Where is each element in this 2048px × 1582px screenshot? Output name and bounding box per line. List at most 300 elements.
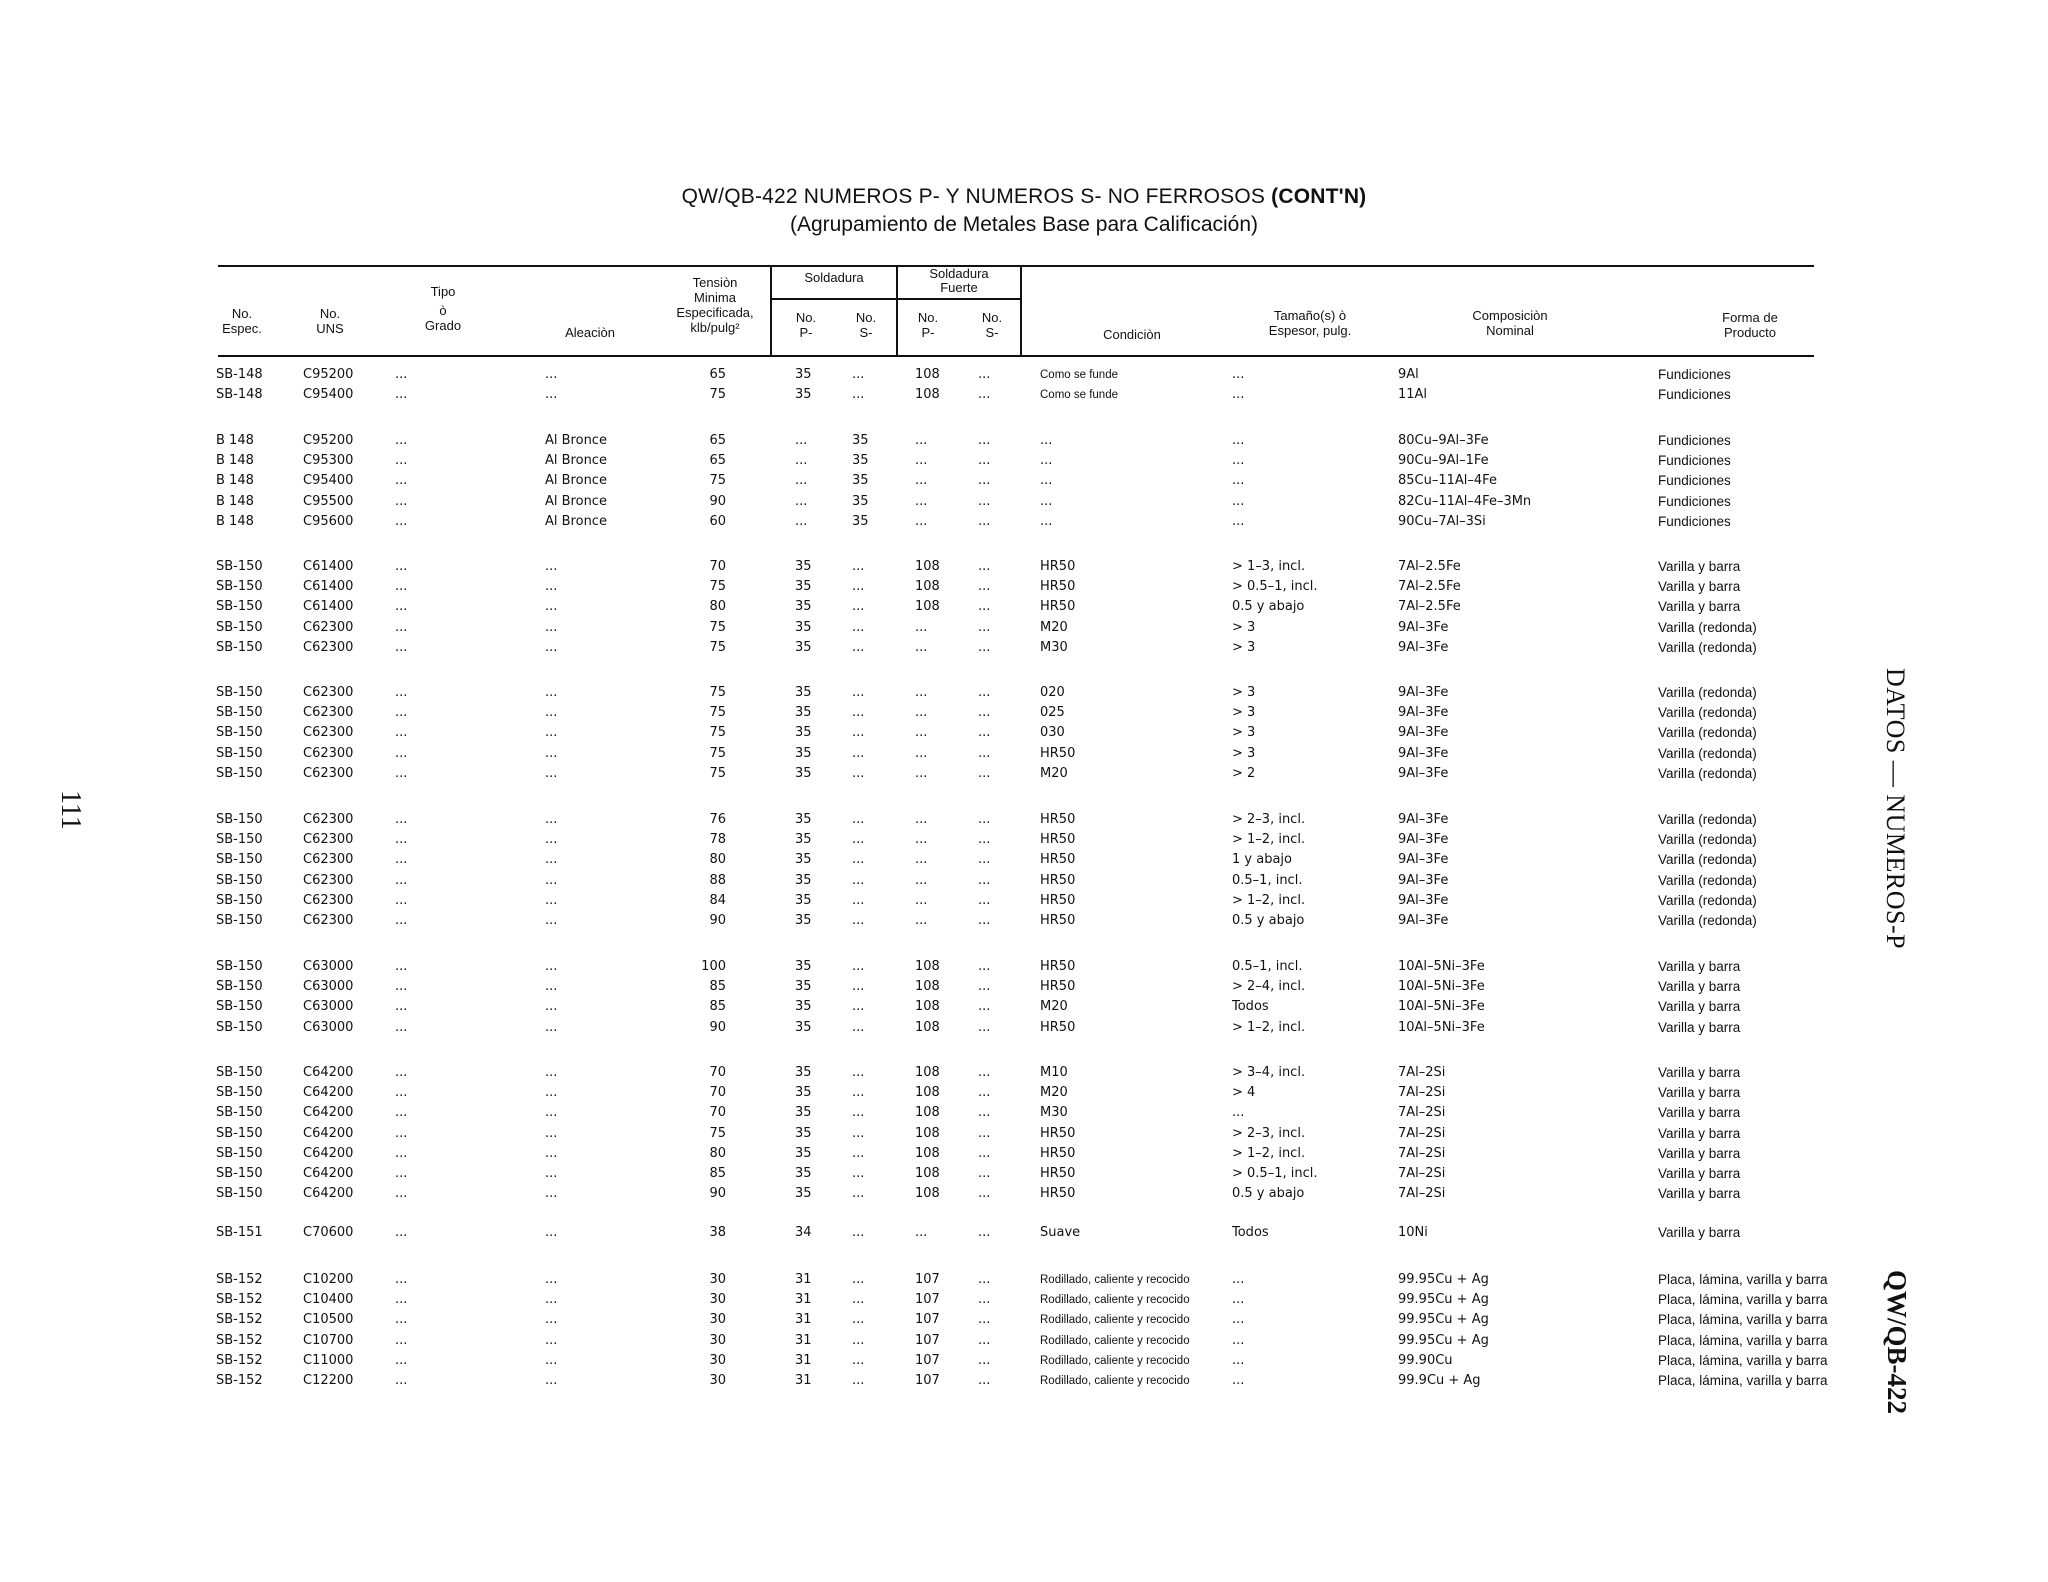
cell-tension: 60 <box>709 513 726 529</box>
cell-bp-no: 107 <box>915 1272 940 1287</box>
cell-forma: Placa, lámina, varilla y barra <box>1658 1332 1828 1348</box>
cell-condicion: M20 <box>1040 999 1068 1015</box>
cell-s-no: ... <box>852 959 865 974</box>
cell-composicion: 90Cu–9Al–1Fe <box>1398 453 1489 469</box>
cell-aleacion: ... <box>545 639 558 655</box>
cell-uns: C61400 <box>303 599 354 615</box>
cell-s-no: ... <box>852 979 865 995</box>
cell-bs-no: ... <box>978 832 991 848</box>
cell-aleacion: ... <box>545 852 558 868</box>
cell-condicion: HR50 <box>1040 745 1076 761</box>
cell-uns: C63000 <box>303 979 354 995</box>
cell-forma: Varilla y barra <box>1658 979 1741 995</box>
cell-bp-no: ... <box>915 892 928 908</box>
cell-tension: 75 <box>709 685 726 700</box>
cell-spec: SB-150 <box>216 913 263 928</box>
header-tamano: Tamaño(s) ò Espesor, pulg. <box>1268 308 1352 338</box>
cell-s-no: ... <box>852 1272 865 1287</box>
cell-forma: Varilla (redonda) <box>1658 872 1757 888</box>
cell-tension: 30 <box>709 1272 726 1287</box>
cell-s-no: ... <box>852 1352 865 1368</box>
cell-p-no: 34 <box>795 1225 812 1240</box>
cell-aleacion: ... <box>545 725 558 741</box>
cell-spec: SB-150 <box>216 1125 263 1141</box>
cell-condicion: Rodillado, caliente y recocido <box>1040 1334 1190 1347</box>
cell-uns: C64200 <box>303 1105 354 1121</box>
cell-bp-no: ... <box>915 473 928 489</box>
cell-uns: C62300 <box>303 745 354 761</box>
cell-s-no: ... <box>852 1019 865 1035</box>
cell-tamano: > 3 <box>1232 619 1256 635</box>
cell-s-no: ... <box>852 913 865 928</box>
cell-forma: Varilla y barra <box>1658 1019 1741 1035</box>
cell-tipo: ... <box>395 453 408 469</box>
header-composicion: Composiciòn Nominal <box>1472 308 1548 338</box>
cell-bs-no: ... <box>978 1225 991 1240</box>
cell-uns: C62300 <box>303 725 354 741</box>
cell-tamano: 1 y abajo <box>1232 852 1292 868</box>
cell-composicion: 9Al–3Fe <box>1398 892 1449 908</box>
cell-forma: Fundiciones <box>1658 433 1731 448</box>
cell-tipo: ... <box>395 852 408 868</box>
cell-composicion: 10Al–5Ni–3Fe <box>1398 979 1485 995</box>
cell-bp-no: ... <box>915 513 928 529</box>
cell-aleacion: Al Bronce <box>545 513 607 529</box>
cell-bp-no: ... <box>915 685 928 700</box>
cell-bs-no: ... <box>978 1352 991 1368</box>
cell-p-no: 35 <box>795 559 812 574</box>
header-bp-no: No. P- <box>917 310 939 340</box>
cell-tipo: ... <box>395 1186 408 1202</box>
cell-s-no: ... <box>852 1065 865 1080</box>
cell-aleacion: Al Bronce <box>545 433 607 448</box>
cell-bp-no: 108 <box>915 1019 940 1035</box>
cell-aleacion: ... <box>545 367 558 382</box>
cell-p-no: 31 <box>795 1352 812 1368</box>
cell-composicion: 99.95Cu + Ag <box>1398 1332 1489 1348</box>
cell-aleacion: Al Bronce <box>545 473 607 489</box>
cell-composicion: 7Al–2.5Fe <box>1398 579 1461 595</box>
cell-p-no: 31 <box>795 1332 812 1348</box>
cell-forma: Placa, lámina, varilla y barra <box>1658 1352 1828 1368</box>
cell-tipo: ... <box>395 1225 408 1240</box>
cell-condicion: Rodillado, caliente y recocido <box>1040 1354 1190 1367</box>
cell-tension: 80 <box>709 852 726 868</box>
cell-condicion: M20 <box>1040 1085 1068 1101</box>
cell-bs-no: ... <box>978 979 991 995</box>
cell-p-no: 35 <box>795 619 812 635</box>
cell-tension: 65 <box>709 453 726 469</box>
cell-bs-no: ... <box>978 1186 991 1202</box>
cell-tipo: ... <box>395 559 408 574</box>
cell-bs-no: ... <box>978 685 991 700</box>
cell-tamano: > 2–4, incl. <box>1232 979 1306 995</box>
cell-uns: C95500 <box>303 493 354 509</box>
cell-tipo: ... <box>395 1292 408 1308</box>
cell-tipo: ... <box>395 1065 408 1080</box>
cell-tamano: 0.5 y abajo <box>1232 599 1305 615</box>
header-condicion: Condiciòn <box>1103 327 1161 342</box>
page-title <box>0 185 2048 209</box>
cell-forma: Fundiciones <box>1658 367 1731 382</box>
cell-s-no: ... <box>852 872 865 888</box>
cell-bp-no: 108 <box>915 1145 940 1161</box>
cell-spec: SB-150 <box>216 765 263 781</box>
cell-composicion: 7Al–2Si <box>1398 1145 1446 1161</box>
cell-bs-no: ... <box>978 812 991 827</box>
cell-uns: C62300 <box>303 872 354 888</box>
cell-s-no: ... <box>852 559 865 574</box>
cell-forma: Varilla (redonda) <box>1658 913 1757 928</box>
cell-p-no: ... <box>795 473 808 489</box>
cell-bp-no: 108 <box>915 387 940 403</box>
cell-condicion: HR50 <box>1040 832 1076 848</box>
soldadura-rule <box>770 298 1020 300</box>
cell-s-no: ... <box>852 1085 865 1101</box>
cell-spec: SB-150 <box>216 1166 263 1181</box>
cell-tipo: ... <box>395 513 408 529</box>
cell-spec: B 148 <box>216 473 254 489</box>
cell-p-no: 35 <box>795 999 812 1015</box>
cell-s-no: 35 <box>852 493 869 509</box>
cell-uns: C64200 <box>303 1065 354 1080</box>
cell-tension: 75 <box>709 725 726 741</box>
cell-composicion: 82Cu–11Al–4Fe–3Mn <box>1398 493 1532 509</box>
cell-composicion: 9Al–3Fe <box>1398 852 1449 868</box>
cell-tamano: ... <box>1232 1292 1245 1308</box>
cell-tamano: > 3 <box>1232 725 1256 741</box>
cell-forma: Varilla y barra <box>1658 1225 1741 1240</box>
cell-tension: 75 <box>709 1125 726 1141</box>
cell-aleacion: ... <box>545 812 558 827</box>
cell-s-no: ... <box>852 1225 865 1240</box>
cell-spec: SB-150 <box>216 1145 263 1161</box>
cell-tension: 85 <box>709 1166 726 1181</box>
cell-bs-no: ... <box>978 639 991 655</box>
cell-p-no: 35 <box>795 812 812 827</box>
cell-bs-no: ... <box>978 1019 991 1035</box>
cell-tension: 30 <box>709 1352 726 1368</box>
cell-p-no: 35 <box>795 387 812 403</box>
cell-p-no: 35 <box>795 685 812 700</box>
cell-bp-no: ... <box>915 745 928 761</box>
cell-s-no: ... <box>852 1292 865 1308</box>
cell-tamano: ... <box>1232 1332 1245 1348</box>
cell-condicion: Rodillado, caliente y recocido <box>1040 1314 1190 1327</box>
cell-spec: SB-150 <box>216 1186 263 1202</box>
cell-p-no: 35 <box>795 1019 812 1035</box>
cell-forma: Varilla y barra <box>1658 999 1741 1015</box>
cell-p-no: 35 <box>795 1065 812 1080</box>
cell-spec: SB-150 <box>216 999 263 1015</box>
cell-s-no: ... <box>852 852 865 868</box>
cell-aleacion: ... <box>545 1352 558 1368</box>
cell-p-no: 35 <box>795 852 812 868</box>
cell-forma: Varilla (redonda) <box>1658 852 1757 868</box>
cell-tipo: ... <box>395 433 408 448</box>
cell-spec: SB-150 <box>216 959 263 974</box>
cell-forma: Varilla y barra <box>1658 1085 1741 1101</box>
cell-composicion: 85Cu–11Al–4Fe <box>1398 473 1497 489</box>
cell-composicion: 9Al–3Fe <box>1398 619 1449 635</box>
cell-condicion: Como se funde <box>1040 389 1118 402</box>
cell-tension: 76 <box>709 812 726 827</box>
cell-bp-no: ... <box>915 705 928 721</box>
cell-p-no: 35 <box>795 745 812 761</box>
cell-bs-no: ... <box>978 959 991 974</box>
cell-p-no: ... <box>795 493 808 509</box>
cell-tipo: ... <box>395 979 408 995</box>
cell-forma: Varilla (redonda) <box>1658 832 1757 848</box>
cell-aleacion: ... <box>545 619 558 635</box>
cell-tamano: ... <box>1232 433 1245 448</box>
cell-bs-no: ... <box>978 913 991 928</box>
cell-spec: SB-150 <box>216 685 263 700</box>
cell-tension: 70 <box>709 1085 726 1101</box>
cell-composicion: 7Al–2Si <box>1398 1105 1446 1121</box>
cell-composicion: 9Al–3Fe <box>1398 832 1449 848</box>
cell-bs-no: ... <box>978 999 991 1015</box>
cell-forma: Varilla (redonda) <box>1658 812 1757 827</box>
cell-s-no: ... <box>852 745 865 761</box>
cell-spec: SB-150 <box>216 639 263 655</box>
cell-tension: 78 <box>709 832 726 848</box>
cell-aleacion: ... <box>545 705 558 721</box>
cell-tamano: > 0.5–1, incl. <box>1232 579 1318 595</box>
header-uns: No. UNS <box>316 306 344 336</box>
cell-uns: C10700 <box>303 1332 354 1348</box>
cell-bs-no: ... <box>978 619 991 635</box>
cell-bp-no: 108 <box>915 1085 940 1101</box>
cell-spec: B 148 <box>216 453 254 469</box>
cell-s-no: ... <box>852 1166 865 1181</box>
cell-composicion: 9Al–3Fe <box>1398 745 1449 761</box>
cell-bs-no: ... <box>978 433 991 448</box>
cell-tension: 90 <box>709 913 726 928</box>
cell-tipo: ... <box>395 599 408 615</box>
cell-bp-no: 108 <box>915 599 940 615</box>
header-p-no: No. P- <box>795 310 817 340</box>
cell-uns: C64200 <box>303 1125 354 1141</box>
cell-s-no: ... <box>852 1186 865 1202</box>
cell-tension: 30 <box>709 1292 726 1308</box>
cell-bs-no: ... <box>978 705 991 721</box>
cell-condicion: ... <box>1040 433 1053 448</box>
cell-forma: Varilla (redonda) <box>1658 619 1757 635</box>
cell-bp-no: ... <box>915 725 928 741</box>
cell-tension: 100 <box>701 959 726 974</box>
cell-tipo: ... <box>395 1312 408 1328</box>
cell-spec: SB-150 <box>216 979 263 995</box>
cell-condicion: HR50 <box>1040 599 1076 615</box>
cell-p-no: 35 <box>795 979 812 995</box>
cell-uns: C63000 <box>303 1019 354 1035</box>
cell-p-no: 35 <box>795 1186 812 1202</box>
cell-tipo: ... <box>395 1352 408 1368</box>
cell-spec: SB-150 <box>216 1085 263 1101</box>
cell-s-no: 35 <box>852 513 869 529</box>
cell-s-no: ... <box>852 639 865 655</box>
cell-composicion: 7Al–2.5Fe <box>1398 559 1461 574</box>
header-tipo: Tipo ò Grado <box>424 284 462 333</box>
cell-s-no: ... <box>852 685 865 700</box>
cell-p-no: 31 <box>795 1373 812 1388</box>
cell-tension: 80 <box>709 599 726 615</box>
cell-tipo: ... <box>395 1373 408 1388</box>
cell-bp-no: 108 <box>915 579 940 595</box>
cell-bp-no: 108 <box>915 1105 940 1121</box>
cell-tension: 75 <box>709 639 726 655</box>
cell-tamano: 0.5 y abajo <box>1232 1186 1305 1202</box>
cell-condicion: M30 <box>1040 1105 1068 1121</box>
cell-tension: 75 <box>709 473 726 489</box>
cell-uns: C95300 <box>303 453 354 469</box>
cell-aleacion: ... <box>545 387 558 403</box>
cell-tension: 85 <box>709 999 726 1015</box>
cell-composicion: 9Al–3Fe <box>1398 872 1449 888</box>
cell-tamano: > 1–2, incl. <box>1232 892 1306 908</box>
cell-uns: C62300 <box>303 619 354 635</box>
cell-forma: Varilla (redonda) <box>1658 892 1757 908</box>
cell-s-no: ... <box>852 999 865 1015</box>
cell-uns: C61400 <box>303 559 354 574</box>
cell-s-no: ... <box>852 619 865 635</box>
cell-uns: C95600 <box>303 513 354 529</box>
cell-tamano: 0.5–1, incl. <box>1232 959 1303 974</box>
cell-aleacion: ... <box>545 1019 558 1035</box>
cell-aleacion: ... <box>545 959 558 974</box>
cell-condicion: M20 <box>1040 765 1068 781</box>
cell-tamano: > 1–3, incl. <box>1232 559 1306 574</box>
cell-p-no: 31 <box>795 1292 812 1308</box>
cell-tamano: > 4 <box>1232 1085 1256 1101</box>
cell-composicion: 10Al–5Ni–3Fe <box>1398 959 1485 974</box>
cell-aleacion: ... <box>545 1145 558 1161</box>
cell-uns: C12200 <box>303 1373 354 1388</box>
cell-spec: SB-150 <box>216 619 263 635</box>
cell-forma: Placa, lámina, varilla y barra <box>1658 1272 1828 1287</box>
cell-bs-no: ... <box>978 745 991 761</box>
cell-composicion: 99.9Cu + Ag <box>1398 1373 1481 1388</box>
cell-bs-no: ... <box>978 852 991 868</box>
cell-condicion: HR50 <box>1040 812 1076 827</box>
cell-p-no: ... <box>795 453 808 469</box>
cell-s-no: ... <box>852 765 865 781</box>
cell-s-no: ... <box>852 892 865 908</box>
cell-tipo: ... <box>395 892 408 908</box>
cell-composicion: 90Cu–7Al–3Si <box>1398 513 1486 529</box>
cell-tamano: ... <box>1232 493 1245 509</box>
cell-composicion: 10Al–5Ni–3Fe <box>1398 999 1485 1015</box>
cell-forma: Varilla y barra <box>1658 1186 1741 1202</box>
cell-condicion: HR50 <box>1040 872 1076 888</box>
cell-bs-no: ... <box>978 765 991 781</box>
cell-uns: C95400 <box>303 387 354 403</box>
cell-condicion: Como se funde <box>1040 369 1118 381</box>
cell-aleacion: ... <box>545 979 558 995</box>
cell-bp-no: 108 <box>915 1125 940 1141</box>
cell-condicion: ... <box>1040 513 1053 529</box>
cell-s-no: ... <box>852 599 865 615</box>
cell-spec: SB-150 <box>216 599 263 615</box>
cell-p-no: 35 <box>795 367 812 382</box>
cell-composicion: 7Al–2Si <box>1398 1125 1446 1141</box>
cell-uns: C62300 <box>303 832 354 848</box>
cell-forma: Placa, lámina, varilla y barra <box>1658 1312 1828 1328</box>
cell-bs-no: ... <box>978 513 991 529</box>
cell-bp-no: 107 <box>915 1332 940 1348</box>
cell-uns: C62300 <box>303 913 354 928</box>
cell-uns: C62300 <box>303 685 354 700</box>
cell-forma: Varilla y barra <box>1658 959 1741 974</box>
cell-bs-no: ... <box>978 493 991 509</box>
cell-s-no: ... <box>852 579 865 595</box>
cell-composicion: 99.95Cu + Ag <box>1398 1312 1489 1328</box>
cell-tension: 70 <box>709 1065 726 1080</box>
cell-tamano: > 2–3, incl. <box>1232 812 1306 827</box>
cell-tension: 90 <box>709 493 726 509</box>
cell-spec: B 148 <box>216 433 254 448</box>
cell-uns: C63000 <box>303 959 354 974</box>
cell-tipo: ... <box>395 473 408 489</box>
cell-tipo: ... <box>395 1166 408 1181</box>
cell-spec: B 148 <box>216 493 254 509</box>
cell-aleacion: ... <box>545 1105 558 1121</box>
cell-spec: SB-150 <box>216 852 263 868</box>
cell-tipo: ... <box>395 1085 408 1101</box>
cell-s-no: 35 <box>852 453 869 469</box>
cell-forma: Varilla y barra <box>1658 579 1741 595</box>
cell-composicion: 7Al–2.5Fe <box>1398 599 1461 615</box>
cell-tamano: ... <box>1232 367 1245 382</box>
cell-p-no: 35 <box>795 725 812 741</box>
cell-aleacion: ... <box>545 1225 558 1240</box>
cell-bp-no: 107 <box>915 1312 940 1328</box>
cell-tamano: Todos <box>1232 1225 1269 1240</box>
cell-forma: Varilla y barra <box>1658 559 1741 574</box>
cell-p-no: 35 <box>795 832 812 848</box>
cell-s-no: ... <box>852 812 865 827</box>
cell-composicion: 99.95Cu + Ag <box>1398 1272 1489 1287</box>
cell-p-no: 35 <box>795 1166 812 1181</box>
cell-forma: Varilla (redonda) <box>1658 685 1757 700</box>
cell-spec: SB-150 <box>216 872 263 888</box>
cell-aleacion: ... <box>545 1272 558 1287</box>
cell-composicion: 9Al–3Fe <box>1398 913 1449 928</box>
cell-tipo: ... <box>395 872 408 888</box>
cell-aleacion: Al Bronce <box>545 453 607 469</box>
cell-forma: Fundiciones <box>1658 453 1731 469</box>
cell-tamano: Todos <box>1232 999 1269 1015</box>
cell-tamano: > 1–2, incl. <box>1232 1145 1306 1161</box>
cell-composicion: 7Al–2Si <box>1398 1186 1446 1202</box>
cell-tipo: ... <box>395 765 408 781</box>
cell-tipo: ... <box>395 999 408 1015</box>
cell-tamano: 0.5 y abajo <box>1232 913 1305 928</box>
cell-spec: SB-150 <box>216 745 263 761</box>
cell-uns: C64200 <box>303 1186 354 1202</box>
cell-bp-no: ... <box>915 619 928 635</box>
cell-uns: C70600 <box>303 1225 354 1240</box>
cell-p-no: 35 <box>795 579 812 595</box>
cell-aleacion: ... <box>545 913 558 928</box>
cell-tension: 70 <box>709 1105 726 1121</box>
cell-forma: Varilla y barra <box>1658 1166 1741 1181</box>
cell-bp-no: ... <box>915 852 928 868</box>
cell-p-no: 35 <box>795 1145 812 1161</box>
cell-uns: C62300 <box>303 892 354 908</box>
cell-bp-no: 107 <box>915 1373 940 1388</box>
